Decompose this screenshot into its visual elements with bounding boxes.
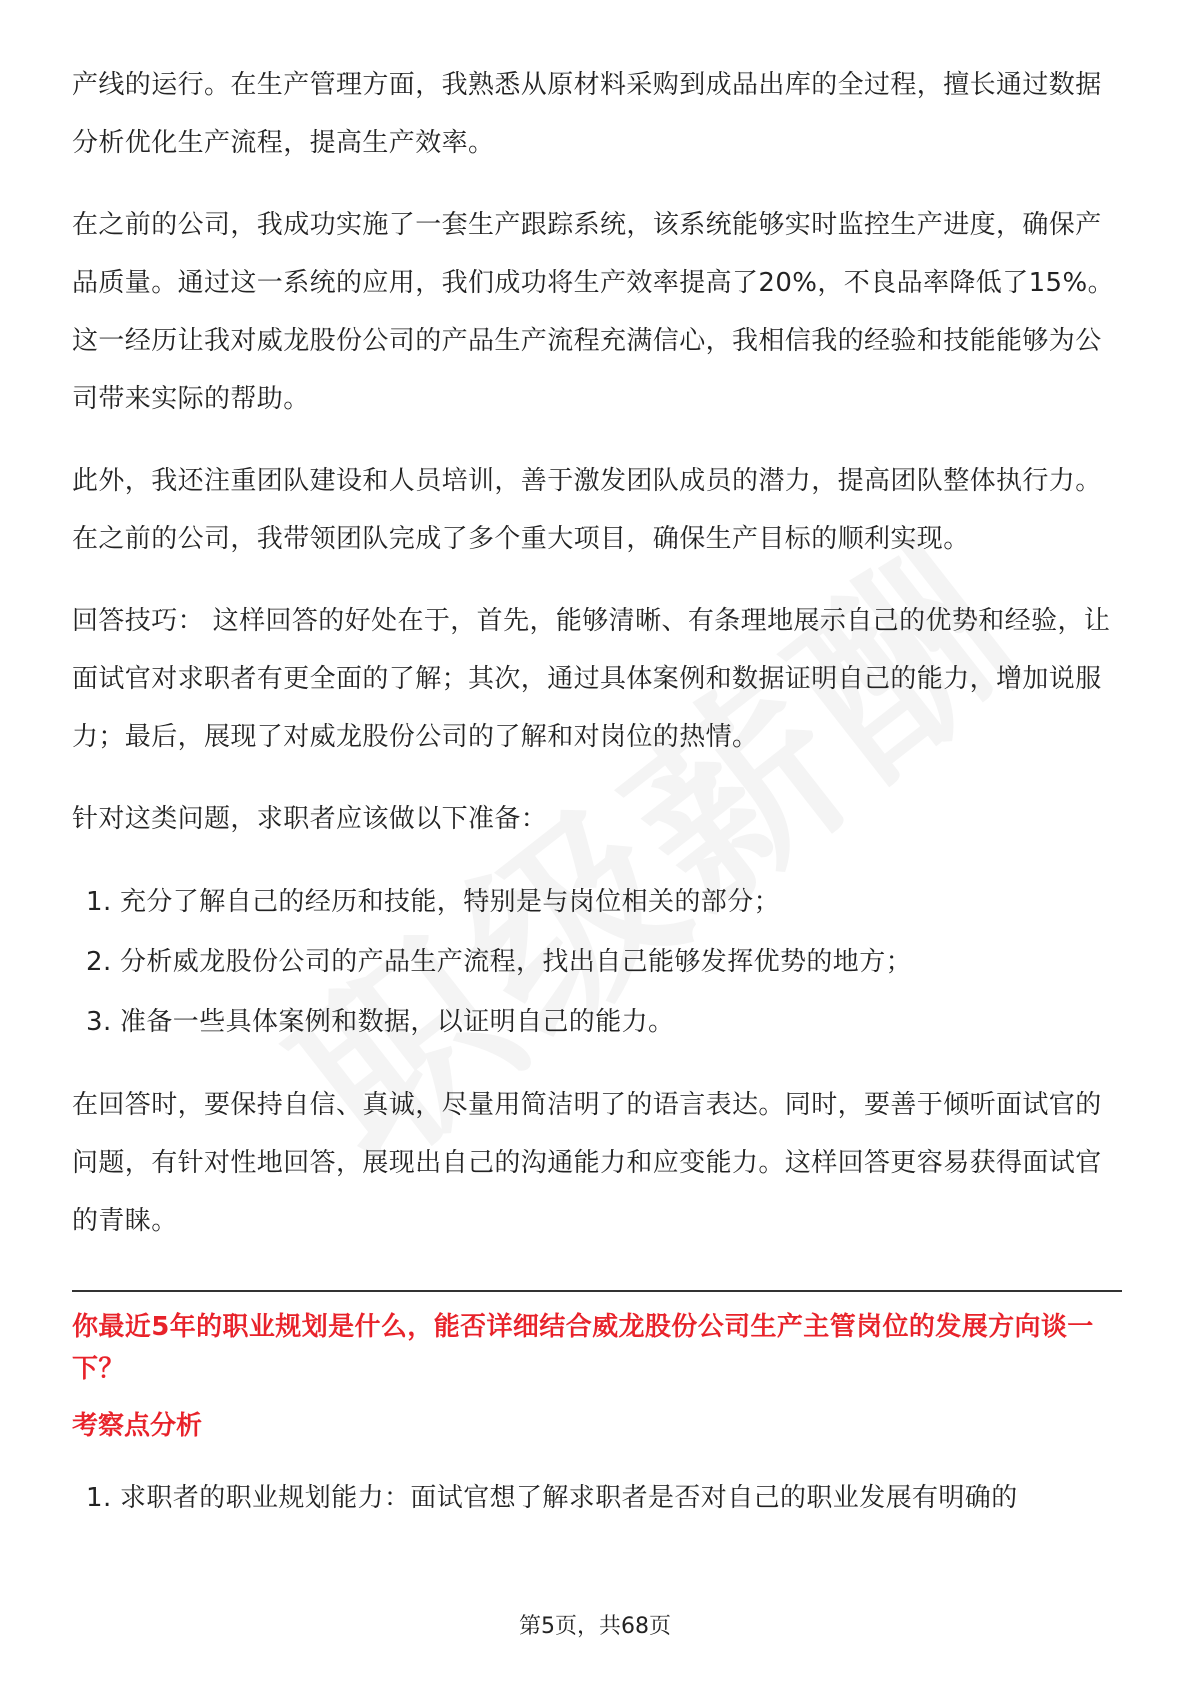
list-item	[72, 992, 1122, 1052]
interview-question: 你最近5年的职业规划是什么，能否详细结合威龙股份公司生产主管岗位的发展方向谈一下？	[72, 1312, 1094, 1384]
list-number: 1.	[86, 887, 112, 917]
paragraph-prep-intro: 针对这类问题，求职者应该做以下准备：	[72, 804, 548, 834]
paragraph-previous-company: 在之前的公司，我成功实施了一套生产跟踪系统，该系统能够实时监控生产进度，确保产品质量。通过这一系统的应用，我们成功将生产效率提高了20%，不良品率降低了15%。这一经历让我对威龙股份公司的产品生产流程充满信心，我相信我的经验和技能能够为公司带来实际的帮助。	[72, 210, 1114, 414]
prep-list	[72, 872, 1122, 1052]
list-text: 分析威龙股份公司的产品生产流程，找出自己能够发挥优势的地方；	[120, 947, 913, 977]
list-number: 2.	[86, 947, 112, 977]
list-item	[72, 872, 1122, 932]
page-number: 第5页，共68页	[519, 1614, 671, 1639]
section-title: 考察点分析	[72, 1411, 203, 1441]
paragraph-closing: 在回答时，要保持自信、真诚，尽量用简洁明了的语言表达。同时，要善于倾听面试官的问题，有针对性地回答，展现出自己的沟通能力和应变能力。这样回答更容易获得面试官的青睐。	[72, 1090, 1102, 1236]
paragraph-answer-tips: 回答技巧： 这样回答的好处在于，首先，能够清晰、有条理地展示自己的优势和经验，让面试官对求职者有更全面的了解；其次，通过具体案例和数据证明自己的能力，增加说服力；最后，展现了对威龙股份公司的了解和对岗位的热情。	[72, 606, 1111, 752]
list-text: 求职者的职业规划能力：面试官想了解求职者是否对自己的职业发展有明确的	[120, 1483, 1018, 1513]
paragraph-team-building: 此外，我还注重团队建设和人员培训，善于激发团队成员的潜力，提高团队整体执行力。在之前的公司，我带领团队完成了多个重大项目，确保生产目标的顺利实现。	[72, 466, 1102, 554]
list-number: 3.	[86, 1007, 112, 1037]
list-text: 准备一些具体案例和数据，以证明自己的能力。	[120, 1007, 675, 1037]
document-body	[72, 56, 1122, 1552]
analysis-list	[72, 1468, 1122, 1528]
list-number: 1.	[86, 1483, 112, 1513]
section-divider	[72, 1290, 1122, 1292]
paragraph-production-line: 产线的运行。在生产管理方面，我熟悉从原材料采购到成品出库的全过程，擅长通过数据分析优化生产流程，提高生产效率。	[72, 70, 1102, 158]
list-text: 充分了解自己的经历和技能，特别是与岗位相关的部分；	[120, 887, 781, 917]
list-item	[72, 1468, 1122, 1528]
list-item	[72, 932, 1122, 992]
